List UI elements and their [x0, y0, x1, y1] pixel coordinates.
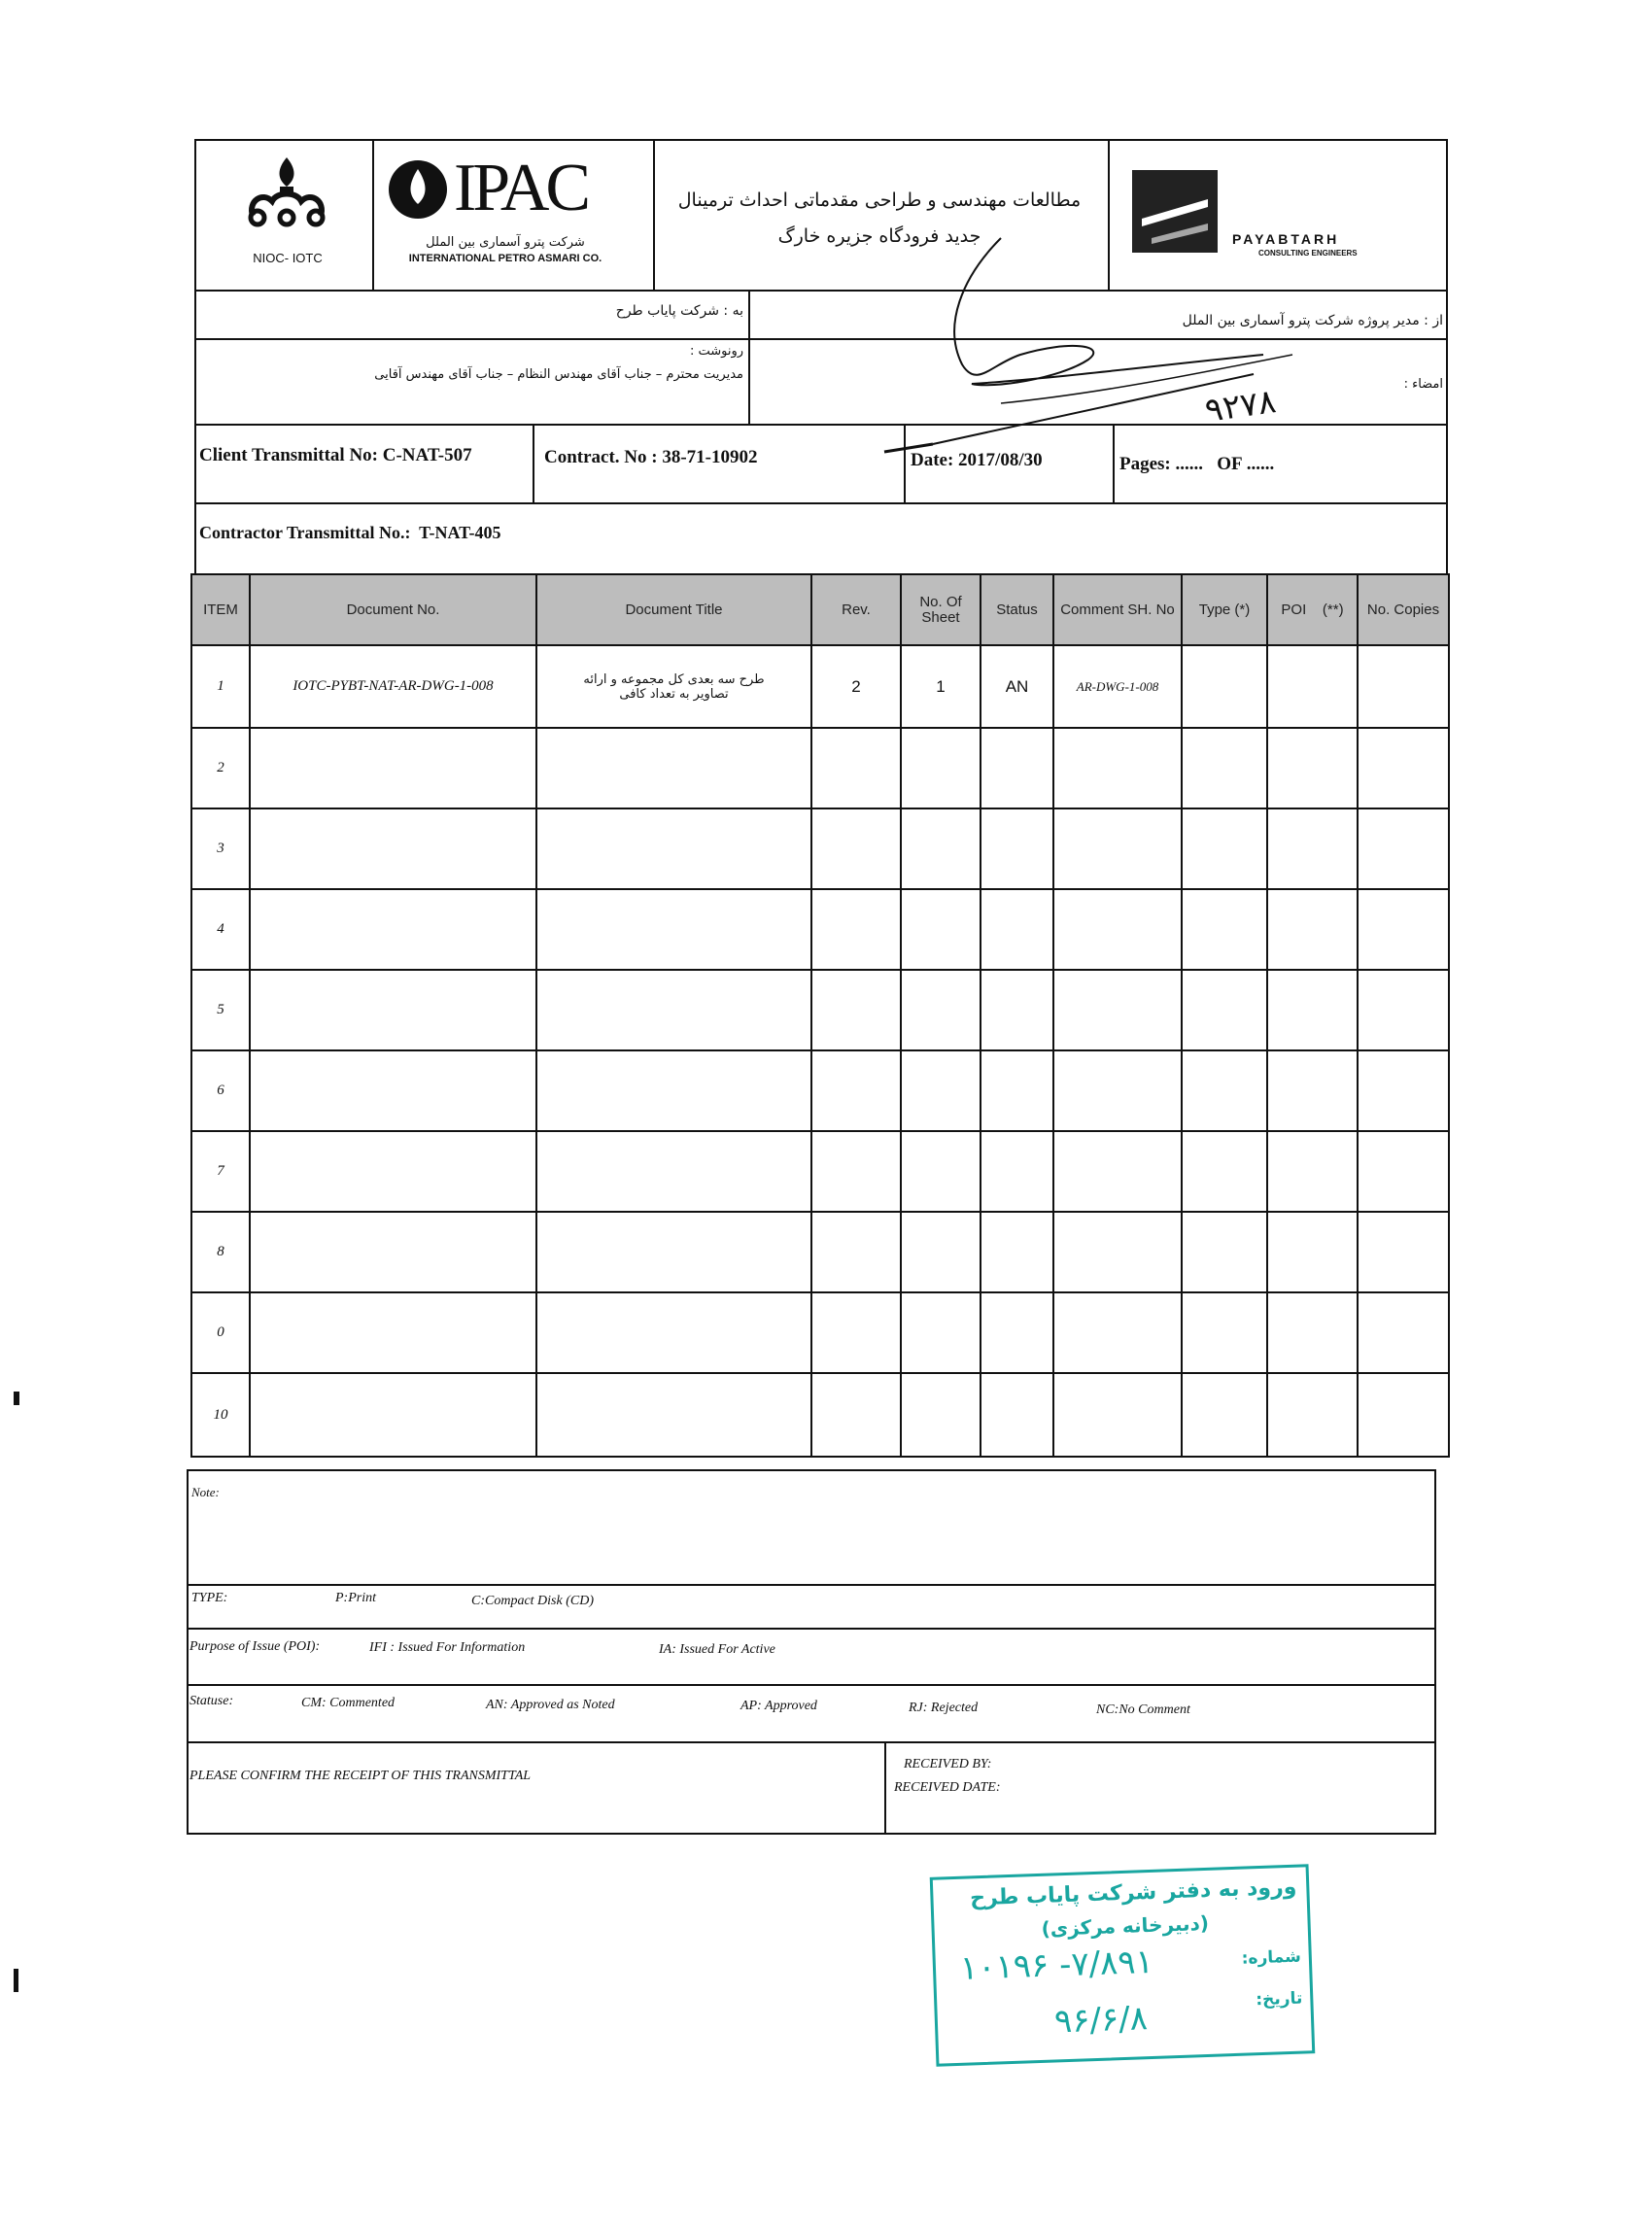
row-poi — [1267, 728, 1358, 808]
row-item: 3 — [191, 808, 250, 889]
ipac-name-en: INTERNATIONAL PETRO ASMARI CO. — [408, 253, 602, 264]
header-poi: POI (**) — [1267, 574, 1358, 645]
table-row — [191, 1373, 1449, 1457]
poi-ifi: IFI : Issued For Information — [369, 1640, 526, 1655]
type-print: P:Print — [335, 1591, 376, 1605]
row-copies — [1358, 970, 1449, 1050]
receipt-stamp — [930, 1864, 1316, 2066]
row-type — [1182, 808, 1267, 889]
row-rev — [811, 1373, 901, 1457]
row-doc-no — [250, 1292, 536, 1373]
row-item: 10 — [191, 1373, 250, 1457]
table-row — [191, 808, 1449, 889]
row-item: 6 — [191, 1050, 250, 1131]
payabtarh-sub: CONSULTING ENGINEERS — [1258, 249, 1358, 258]
row-doc-no — [250, 1050, 536, 1131]
row-comment — [1053, 728, 1182, 808]
document-table — [190, 573, 1450, 1458]
header-item: ITEM — [191, 574, 250, 645]
header-no-of-sheet: No. Of Sheet — [901, 574, 981, 645]
row-poi — [1267, 1131, 1358, 1212]
row-comment — [1053, 1050, 1182, 1131]
row-title — [536, 970, 811, 1050]
ipac-name-fa: شرکت پترو آسماری بین الملل — [426, 235, 585, 250]
row-sheets: 1 — [901, 645, 981, 728]
stamp-date-label: تاریخ: — [1255, 1988, 1303, 2011]
payabtarh-name: PAYABTARH — [1232, 231, 1340, 247]
row-copies — [1358, 728, 1449, 808]
row-type — [1182, 1212, 1267, 1292]
stamp-line2: (دبیرخانه مرکزی) — [1041, 1910, 1210, 1941]
project-title-line2: جدید فرودگاه جزیره خارگ — [777, 225, 981, 247]
row-status — [981, 1131, 1053, 1212]
row-item: 8 — [191, 1212, 250, 1292]
ipac-logo — [384, 151, 646, 228]
row-comment: AR-DWG-1-008 — [1053, 645, 1182, 728]
status-an: AN: Approved as Noted — [486, 1698, 615, 1712]
type-label: TYPE: — [191, 1591, 228, 1605]
row-poi — [1267, 889, 1358, 970]
row-status — [981, 808, 1053, 889]
row-item: 1 — [191, 645, 250, 728]
signature-label: امضاء : — [1403, 377, 1443, 392]
row-title — [536, 728, 811, 808]
row-poi — [1267, 1050, 1358, 1131]
row-title — [536, 1212, 811, 1292]
header-status: Status — [981, 574, 1053, 645]
row-poi — [1267, 808, 1358, 889]
row-item: 4 — [191, 889, 250, 970]
pages-count: Pages: ...... OF ...... — [1119, 454, 1275, 474]
cc-label: رونوشت : — [689, 344, 743, 359]
header-comment-sh-no: Comment SH. No — [1053, 574, 1182, 645]
row-sheets — [901, 1050, 981, 1131]
header-no-copies: No. Copies — [1358, 574, 1449, 645]
row-copies — [1358, 808, 1449, 889]
row-doc-no — [250, 1212, 536, 1292]
row-poi — [1267, 645, 1358, 728]
row-status — [981, 1050, 1053, 1131]
nioc-logo — [233, 148, 340, 245]
table-row — [191, 889, 1449, 970]
table-row — [191, 645, 1449, 728]
row-rev — [811, 1212, 901, 1292]
table-header-row — [191, 574, 1449, 645]
status-ap: AP: Approved — [740, 1699, 817, 1713]
row-status — [981, 728, 1053, 808]
row-doc-no — [250, 970, 536, 1050]
row-poi — [1267, 970, 1358, 1050]
row-status — [981, 1292, 1053, 1373]
received-by: RECEIVED BY: — [904, 1757, 992, 1771]
type-cd: C:Compact Disk (CD) — [471, 1594, 594, 1608]
row-sheets — [901, 1373, 981, 1457]
table-row — [191, 728, 1449, 808]
row-comment — [1053, 1212, 1182, 1292]
row-type — [1182, 1373, 1267, 1457]
row-comment — [1053, 808, 1182, 889]
row-poi — [1267, 1373, 1358, 1457]
row-copies — [1358, 1212, 1449, 1292]
row-doc-no — [250, 1373, 536, 1457]
row-item: 0 — [191, 1292, 250, 1373]
cc-text: مدیریت محترم – جناب آقای مهندس النظام – جناب آقای مهندس آقایی — [374, 367, 743, 382]
row-status — [981, 889, 1053, 970]
row-title: طرح سه بعدی کل مجموعه و ارائه تصاویر به تعداد کافی — [536, 645, 811, 728]
row-copies — [1358, 1292, 1449, 1373]
row-rev — [811, 808, 901, 889]
row-comment — [1053, 1131, 1182, 1212]
row-title — [536, 889, 811, 970]
row-doc-no: IOTC-PYBT-NAT-AR-DWG-1-008 — [250, 645, 536, 728]
row-title — [536, 808, 811, 889]
note-label: Note: — [191, 1485, 220, 1499]
poi-ia: IA: Issued For Active — [659, 1642, 775, 1657]
table-row — [191, 970, 1449, 1050]
transmittal-date: Date: 2017/08/30 — [911, 450, 1043, 470]
row-rev — [811, 889, 901, 970]
row-comment — [1053, 970, 1182, 1050]
stamp-number-label: شماره: — [1241, 1946, 1302, 1969]
header-document-no: Document No. — [250, 574, 536, 645]
header-rev: Rev. — [811, 574, 901, 645]
header-document-title: Document Title — [536, 574, 811, 645]
row-rev — [811, 1050, 901, 1131]
row-rev — [811, 728, 901, 808]
client-transmittal-no: Client Transmittal No: C-NAT-507 — [199, 445, 472, 465]
stamp-line1: ورود به دفتر شرکت پایاب طرح — [969, 1874, 1297, 1911]
row-sheets — [901, 1292, 981, 1373]
poi-label: Purpose of Issue (POI): — [189, 1639, 321, 1654]
row-doc-no — [250, 728, 536, 808]
confirm-receipt: PLEASE CONFIRM THE RECEIPT OF THIS TRANSMITTAL — [189, 1769, 532, 1783]
row-doc-no — [250, 1131, 536, 1212]
row-copies — [1358, 1131, 1449, 1212]
stamp-number-value: ۱۰۱۹۶ -۷/۸۹۱ — [959, 1942, 1154, 1988]
row-sheets — [901, 808, 981, 889]
row-rev — [811, 1292, 901, 1373]
status-cm: CM: Commented — [301, 1696, 396, 1710]
row-title — [536, 1131, 811, 1212]
from-field: از : مدیر پروژه شرکت پترو آسماری بین الملل — [1182, 313, 1443, 328]
row-status — [981, 1373, 1053, 1457]
scan-mark — [14, 1392, 19, 1405]
row-sheets — [901, 728, 981, 808]
received-date: RECEIVED DATE: — [894, 1780, 1001, 1795]
table-row — [191, 1131, 1449, 1212]
handwritten-number: ۹۲۷۸ — [1202, 382, 1279, 430]
status-label: Statuse: — [189, 1694, 234, 1708]
row-title — [536, 1050, 811, 1131]
row-status: AN — [981, 645, 1053, 728]
row-item: 7 — [191, 1131, 250, 1212]
stamp-date-value: ۹۶/۶/۸ — [1053, 1999, 1149, 2042]
row-item: 2 — [191, 728, 250, 808]
row-copies — [1358, 645, 1449, 728]
row-sheets — [901, 889, 981, 970]
row-status — [981, 970, 1053, 1050]
row-copies — [1358, 1050, 1449, 1131]
row-type — [1182, 1292, 1267, 1373]
row-type — [1182, 1050, 1267, 1131]
row-type — [1182, 889, 1267, 970]
row-title — [536, 1373, 811, 1457]
table-row — [191, 1212, 1449, 1292]
row-comment — [1053, 1373, 1182, 1457]
status-nc: NC:No Comment — [1096, 1702, 1190, 1717]
row-title — [536, 1292, 811, 1373]
project-title-line1: مطالعات مهندسی و طراحی مقدماتی احداث ترمینال — [677, 189, 1082, 211]
contractor-transmittal-no: Contractor Transmittal No.: T-NAT-405 — [199, 523, 501, 542]
row-sheets — [901, 1131, 981, 1212]
ipac-logo-text: IPAC — [454, 151, 588, 225]
row-comment — [1053, 889, 1182, 970]
row-doc-no — [250, 808, 536, 889]
row-sheets — [901, 1212, 981, 1292]
row-poi — [1267, 1292, 1358, 1373]
row-item: 5 — [191, 970, 250, 1050]
nioc-label: NIOC- IOTC — [253, 251, 323, 265]
scan-mark — [14, 1969, 18, 1992]
row-doc-no — [250, 889, 536, 970]
row-rev — [811, 1131, 901, 1212]
row-type — [1182, 1131, 1267, 1212]
row-comment — [1053, 1292, 1182, 1373]
row-rev: 2 — [811, 645, 901, 728]
row-copies — [1358, 1373, 1449, 1457]
table-row — [191, 1292, 1449, 1373]
table-row — [191, 1050, 1449, 1131]
status-rj: RJ: Rejected — [909, 1701, 979, 1715]
header-type: Type (*) — [1182, 574, 1267, 645]
row-type — [1182, 970, 1267, 1050]
row-type — [1182, 645, 1267, 728]
row-status — [981, 1212, 1053, 1292]
row-type — [1182, 728, 1267, 808]
row-sheets — [901, 970, 981, 1050]
to-field: به : شرکت پایاب طرح — [615, 303, 743, 319]
row-poi — [1267, 1212, 1358, 1292]
row-copies — [1358, 889, 1449, 970]
contract-no: Contract. No : 38-71-10902 — [544, 447, 758, 467]
row-rev — [811, 970, 901, 1050]
